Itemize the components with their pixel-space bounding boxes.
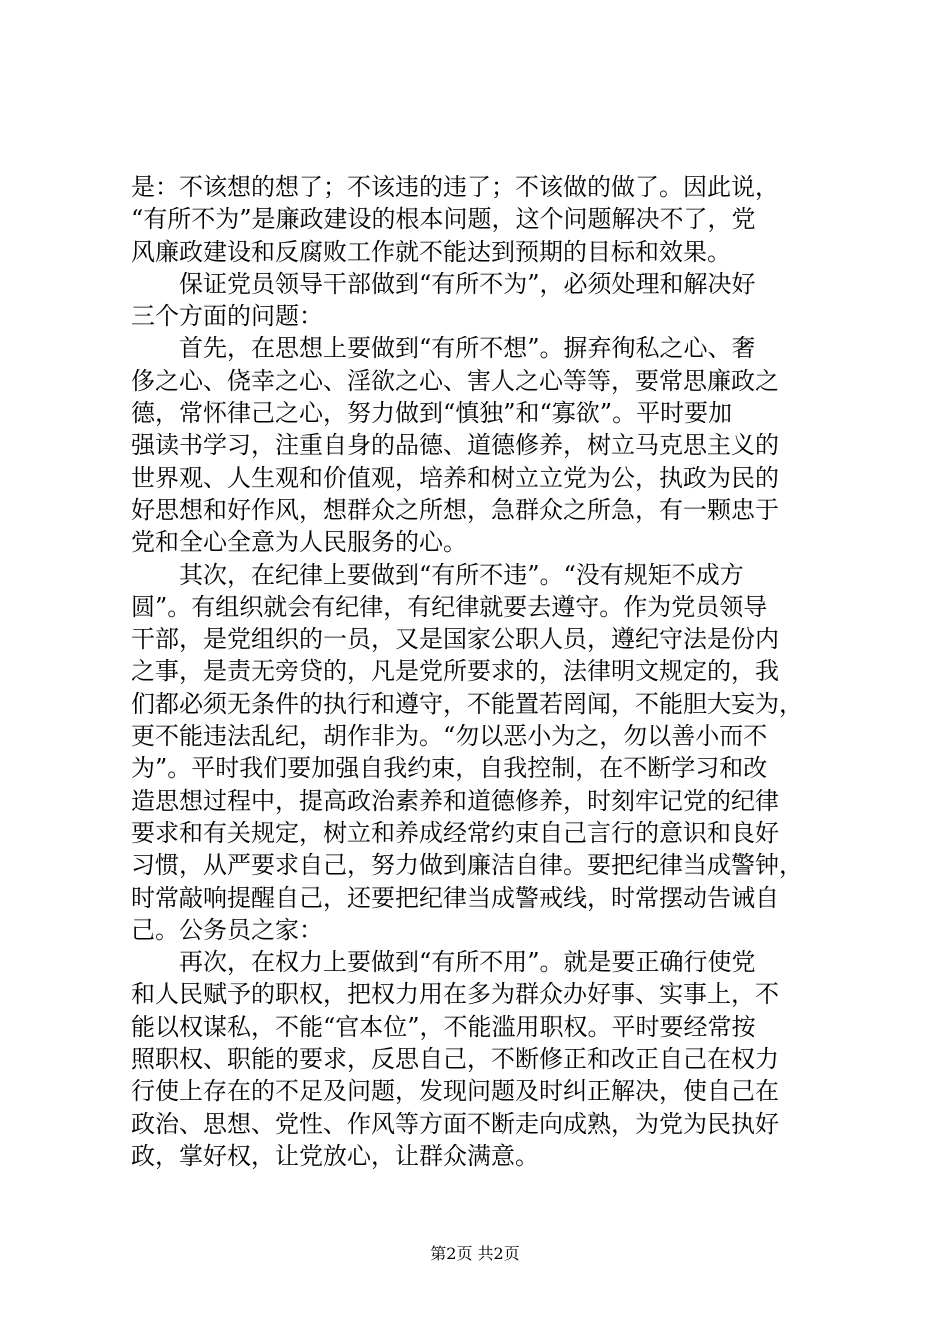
text-line: 之事，是责无旁贷的，凡是党所要求的，法律明文规定的，我 (131, 657, 779, 686)
paragraph (131, 332, 831, 558)
text-line: 习惯，从严要求自己，努力做到廉洁自律。要把纪律当成警钟， (131, 851, 803, 880)
text-line: 干部，是党组织的一员，又是国家公职人员，遵纪守法是份内 (131, 625, 779, 654)
page-footer (0, 1244, 950, 1264)
text-line: 造思想过程中，提高政治素养和道德修养，时刻牢记党的纪律 (131, 786, 779, 815)
text-line: 其次，在纪律上要做到“有所不违”。“没有规矩不成方 (179, 560, 744, 589)
page-number: 第2页 共2页 (430, 1244, 520, 1263)
text-line: 和人民赋予的职权，把权力用在多为群众办好事、实事上，不 (131, 980, 779, 1009)
text-line: 再次，在权力上要做到“有所不用”。就是要正确行使党 (179, 948, 756, 977)
text-line: 能以权谋私，不能“官本位”，不能滥用职权。平时要经常按 (131, 1012, 756, 1041)
text-line: 时常敲响提醒自己，还要把纪律当成警戒线，时常摆动告诫自 (131, 883, 779, 912)
text-line: 好思想和好作风，想群众之所想，急群众之所急，有一颗忠于 (131, 495, 779, 524)
text-line: 保证党员领导干部做到“有所不为”，必须处理和解决好 (179, 269, 756, 298)
document-body (131, 171, 831, 1172)
paragraph (131, 171, 831, 268)
text-line: 己。公务员之家： (131, 915, 323, 944)
text-line: 为”。平时我们要加强自我约束，自我控制，在不断学习和改 (131, 754, 768, 783)
text-line: 首先，在思想上要做到“有所不想”。摒弃徇私之心、奢 (179, 334, 756, 363)
text-line: 们都必须无条件的执行和遵守，不能置若罔闻，不能胆大妄为， (131, 689, 803, 718)
text-line: 德，常怀律己之心，努力做到“慎独”和“寡欲”。平时要加 (131, 399, 733, 428)
text-line: 政治、思想、党性、作风等方面不断走向成熟，为党为民执好 (131, 1109, 779, 1138)
text-line: 侈之心、侥幸之心、淫欲之心、害人之心等等，要常思廉政之 (131, 366, 779, 395)
text-line: “有所不为”是廉政建设的根本问题，这个问题解决不了，党 (131, 205, 756, 234)
paragraph (131, 946, 831, 1172)
text-line: 强读书学习，注重自身的品德、道德修养，树立马克思主义的 (131, 431, 779, 460)
text-line: 风廉政建设和反腐败工作就不能达到预期的目标和效果。 (131, 237, 731, 266)
text-line: 是：不该想的想了；不该违的违了；不该做的做了。因此说， (131, 173, 779, 201)
text-line: 三个方面的问题： (131, 302, 323, 331)
text-line: 行使上存在的不足及问题，发现问题及时纠正解决，使自己在 (131, 1077, 779, 1106)
text-line: 更不能违法乱纪，胡作非为。“勿以恶小为之，勿以善小而不 (131, 722, 768, 751)
text-line: 世界观、人生观和价值观，培养和树立立党为公，执政为民的 (131, 463, 779, 492)
paragraph (131, 268, 831, 333)
text-line: 党和全心全意为人民服务的心。 (131, 528, 467, 557)
text-line: 政，掌好权，让党放心，让群众满意。 (131, 1141, 539, 1170)
paragraph (131, 559, 831, 947)
text-line: 照职权、职能的要求，反思自己，不断修正和改正自己在权力 (131, 1045, 779, 1074)
text-line: 圆”。有组织就会有纪律，有纪律就要去遵守。作为党员领导 (131, 592, 768, 621)
text-line: 要求和有关规定，树立和养成经常约束自己言行的意识和良好 (131, 818, 779, 847)
